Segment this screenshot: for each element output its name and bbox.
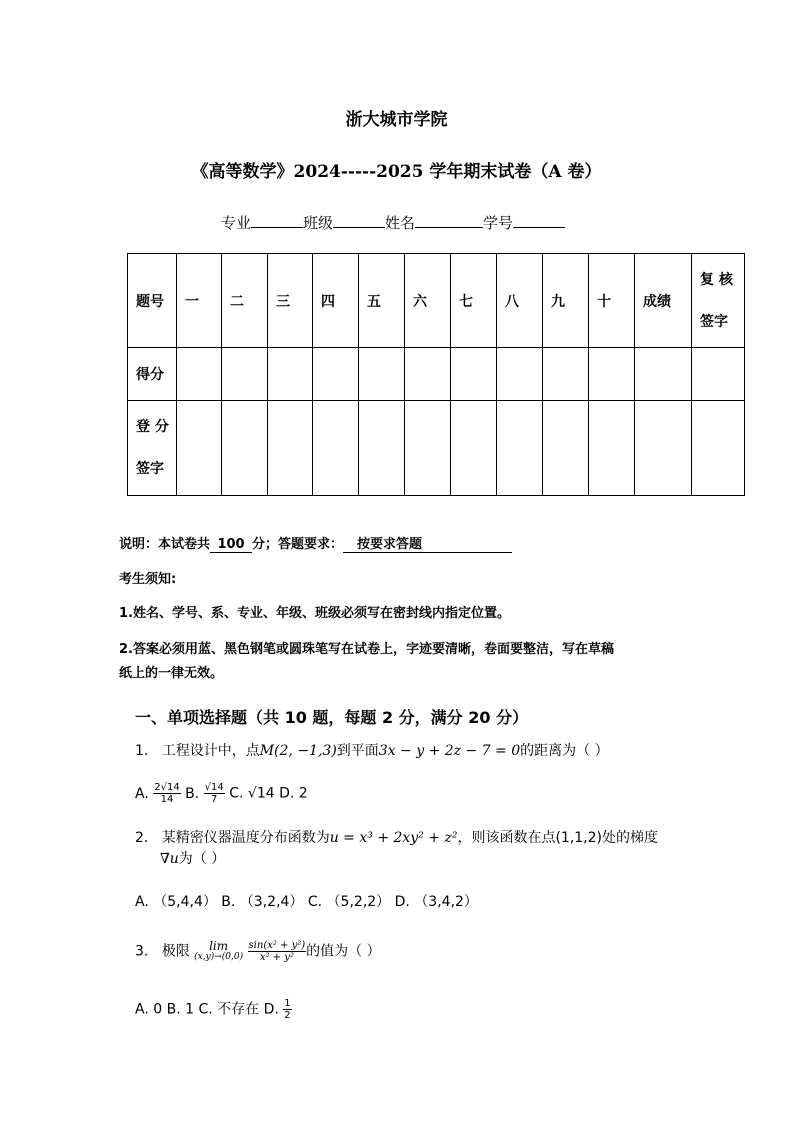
student-info-line — [221, 212, 565, 233]
field-class-label: 班级 — [303, 214, 334, 232]
sign-row — [128, 401, 745, 496]
field-id-label: 学号 — [483, 214, 514, 232]
score-cell[interactable] — [451, 348, 497, 401]
header-cell — [692, 254, 745, 348]
header-cell: 八 — [497, 254, 543, 348]
sign-cell[interactable] — [177, 401, 222, 496]
school-name: 浙大城市学院 — [345, 110, 448, 130]
total-score: 100 — [210, 537, 252, 553]
section-title: 一、单项选择题（共 10 题，每题 2 分，满分 20 分） — [135, 708, 529, 727]
sign-cell[interactable] — [692, 401, 745, 496]
option-a[interactable]: A. $\frac{2√14}{14}$ — [135, 782, 180, 805]
question-number: 2. — [135, 830, 149, 846]
sign-cell[interactable] — [405, 401, 451, 496]
header-cell: 九 — [543, 254, 589, 348]
sign-cell[interactable] — [589, 401, 635, 496]
notice-item-1: 1.姓名、学号、系、专业、年级、班级必须写在密封线内指定位置。 — [119, 606, 510, 621]
field-class-blank[interactable] — [333, 213, 385, 228]
gradient-symbol: ∇u — [160, 851, 179, 867]
score-table — [127, 253, 745, 496]
math-point: M(2, −1,3) — [259, 743, 337, 759]
question-2: 2. 某精密仪器温度分布函数为u = x³ + 2xy² + z²，则该函数在点(1,1,2)处的梯度 — [135, 830, 658, 846]
sign-cell[interactable] — [268, 401, 313, 496]
option-c[interactable]: C. √14 — [229, 785, 275, 802]
question-number: 1. — [135, 743, 149, 759]
header-cell: 成绩 — [635, 254, 692, 348]
sign-cell[interactable] — [497, 401, 543, 496]
score-cell[interactable] — [405, 348, 451, 401]
exam-description: 说明：本试卷共 100 分；答题要求： 按要求答题 — [119, 533, 512, 553]
score-cell[interactable] — [313, 348, 359, 401]
field-name-blank[interactable] — [415, 213, 483, 228]
row-label: 登 分 签字 — [128, 401, 177, 496]
notice-title: 考生须知: — [119, 572, 177, 587]
question-3: 3. 极限 lim (x,y)→(0,0) $\frac{\text{sin(x² + y²)}}{\text{x² + y²}}$ 的值为（ ） — [135, 938, 381, 963]
sign-cell[interactable] — [222, 401, 268, 496]
option-d-fraction: $\frac{1}{2}$ — [284, 998, 291, 1021]
question-1-options — [135, 782, 308, 805]
math-function: u = x³ + 2xy² + z² — [329, 830, 458, 846]
sign-cell[interactable] — [543, 401, 589, 496]
score-cell[interactable] — [692, 348, 745, 401]
sign-cell[interactable] — [359, 401, 405, 496]
question-2-line2: ∇u为（ ） — [160, 851, 226, 867]
math-plane: 3x − y + 2z − 7 = 0 — [378, 743, 521, 759]
header-cell: 二 — [222, 254, 268, 348]
question-1: 1. 工程设计中，点M(2, −1,3)到平面3x − y + 2z − 7 = 0的距离为（ ） — [135, 743, 609, 759]
field-id-blank[interactable] — [513, 213, 565, 228]
score-row — [128, 348, 745, 401]
row-label: 得分 — [128, 348, 177, 401]
score-cell[interactable] — [589, 348, 635, 401]
limit-fraction: $\frac{\text{sin(x² + y²)}}{\text{x² + y²}}$ — [248, 940, 306, 963]
score-cell[interactable] — [177, 348, 222, 401]
header-cell: 五 — [359, 254, 405, 348]
score-cell[interactable] — [359, 348, 405, 401]
header-cell: 十 — [589, 254, 635, 348]
notice-item-2-line2: 纸上的一律无效。 — [119, 666, 224, 681]
score-cell[interactable] — [635, 348, 692, 401]
score-table-header-row — [128, 254, 745, 348]
requirement: 按要求答题 — [343, 533, 512, 553]
score-cell[interactable] — [543, 348, 589, 401]
header-cell: 四 — [313, 254, 359, 348]
sign-cell[interactable] — [451, 401, 497, 496]
header-cell: 六 — [405, 254, 451, 348]
limit-operator: lim (x,y)→(0,0) — [194, 938, 244, 962]
field-major-label: 专业 — [221, 214, 252, 232]
option-b[interactable]: B. $\frac{√14}{7}$ — [185, 782, 224, 805]
question-2-options[interactable]: A. （5,4,4） B. （3,2,4） C. （5,2,2） D. （3,4,2） — [135, 894, 478, 910]
question-3-options[interactable]: A. 0 B. 1 C. 不存在 D. $\frac{1}{2}$ — [135, 998, 291, 1021]
option-d[interactable]: D. 2 — [279, 785, 308, 802]
sign-cell[interactable] — [635, 401, 692, 496]
score-cell[interactable] — [222, 348, 268, 401]
header-cell: 三 — [268, 254, 313, 348]
field-major-blank[interactable] — [251, 213, 303, 228]
notice-item-2-line1: 2.答案必须用蓝、黑色钢笔或圆珠笔写在试卷上，字迹要清晰，卷面要整洁，写在草稿 — [119, 642, 614, 657]
header-cell: 题号 — [128, 254, 177, 348]
field-name-label: 姓名 — [385, 214, 416, 232]
exam-title: 《高等数学》2024-----2025 学年期末试卷（A 卷） — [191, 162, 602, 182]
score-cell[interactable] — [497, 348, 543, 401]
review-sign-header: 复 核 签字 — [700, 271, 733, 330]
question-number: 3. — [135, 943, 149, 960]
score-cell[interactable] — [268, 348, 313, 401]
sign-cell[interactable] — [313, 401, 359, 496]
header-cell: 一 — [177, 254, 222, 348]
header-cell: 七 — [451, 254, 497, 348]
